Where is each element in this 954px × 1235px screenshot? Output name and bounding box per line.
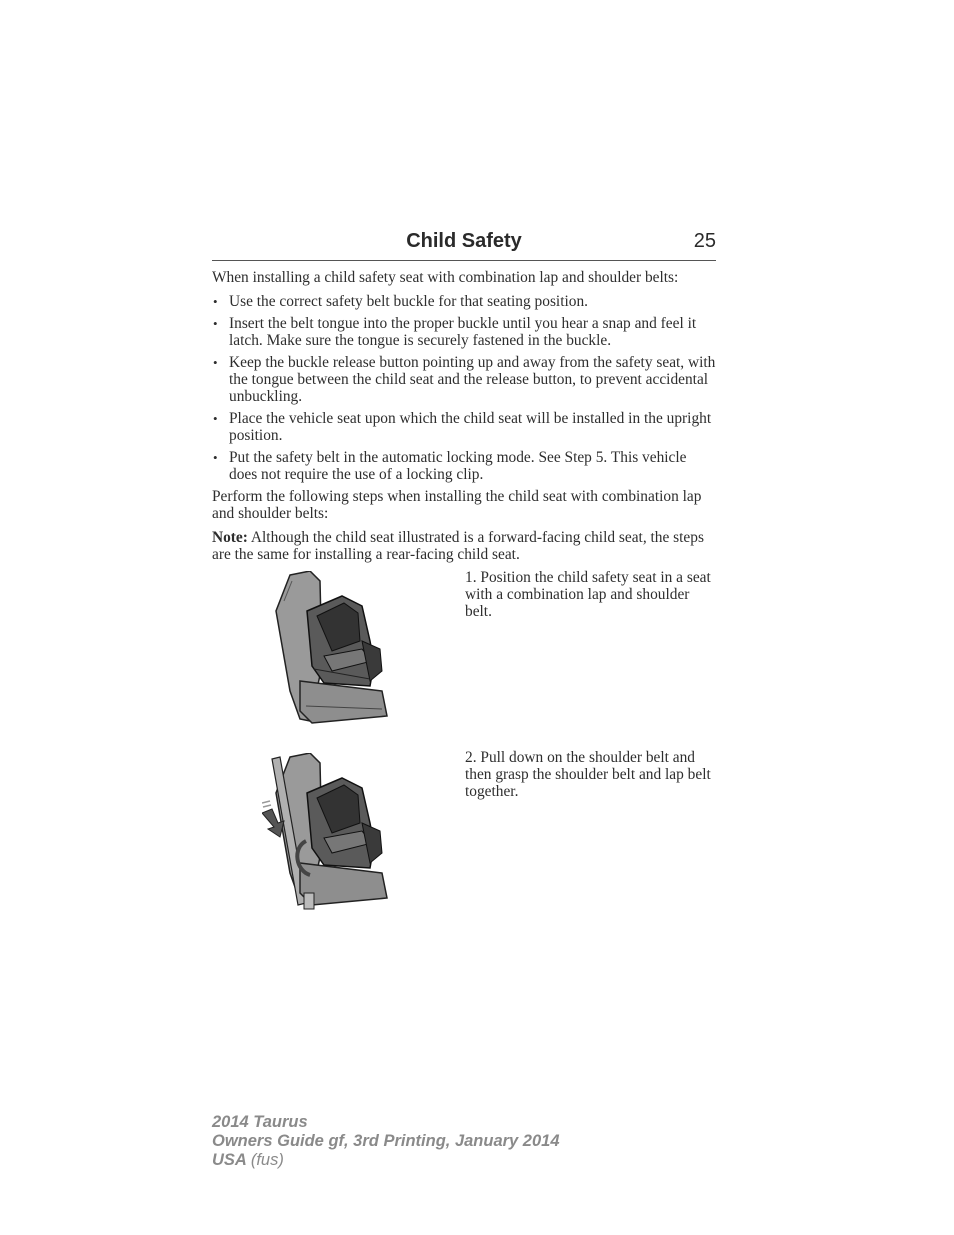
bullet-icon: • [213,411,218,426]
footer-edition: Owners Guide gf, 3rd Printing, January 2014 [212,1132,560,1150]
body-text [212,269,716,929]
list-item: • Use the correct safety belt buckle for that seating position. [213,293,588,310]
bullet-icon: • [213,450,218,465]
page-footer [212,1113,560,1170]
page-number: 25 [693,230,716,252]
note-text: Although the child seat illustrated is a forward-facing child seat, the steps are the same for installing a rear-facing child seat. [212,529,704,563]
note-paragraph [212,529,716,563]
list-item: • Keep the buckle release button pointing up and away from the safety seat, with the tongue between the child seat and the release button, to prevent accidental unbuckling. [213,354,716,405]
child-seat-illustration [262,571,398,731]
bullet-icon: • [213,316,218,331]
list-item: • Place the vehicle seat upon which the child seat will be installed in the upright position. [213,410,712,444]
page-content [212,228,716,929]
step-1-text: 1. Position the child safety seat in a seat with a combination lap and shoulder belt. [465,569,711,620]
step-2 [212,749,716,929]
footer-model: 2014 Taurus [212,1113,308,1131]
bullet-icon: • [213,294,218,309]
page-header [212,228,716,261]
intro-paragraph: When installing a child safety seat with combination lap and shoulder belts: [212,269,679,286]
step-1 [212,569,716,749]
bullet-list [212,293,716,483]
footer-market: USA (fus) [212,1151,284,1169]
list-item: • Insert the belt tongue into the proper buckle until you hear a snap and feel it latch. Make sure the tongue is securely fastened in the buckle. [213,315,697,349]
child-seat-belt-illustration [262,753,398,913]
steps-intro-paragraph: Perform the following steps when installing the child seat with combination lap and shoulder belts: [212,488,702,522]
section-title: Child Safety [406,230,522,252]
note-label: Note: [212,529,248,546]
step-2-text: 2. Pull down on the shoulder belt and then grasp the shoulder belt and lap belt together. [465,749,711,800]
list-item: • Put the safety belt in the automatic locking mode. See Step 5. This vehicle does not require the use of a locking clip. [213,449,687,483]
bullet-icon: • [213,355,218,370]
